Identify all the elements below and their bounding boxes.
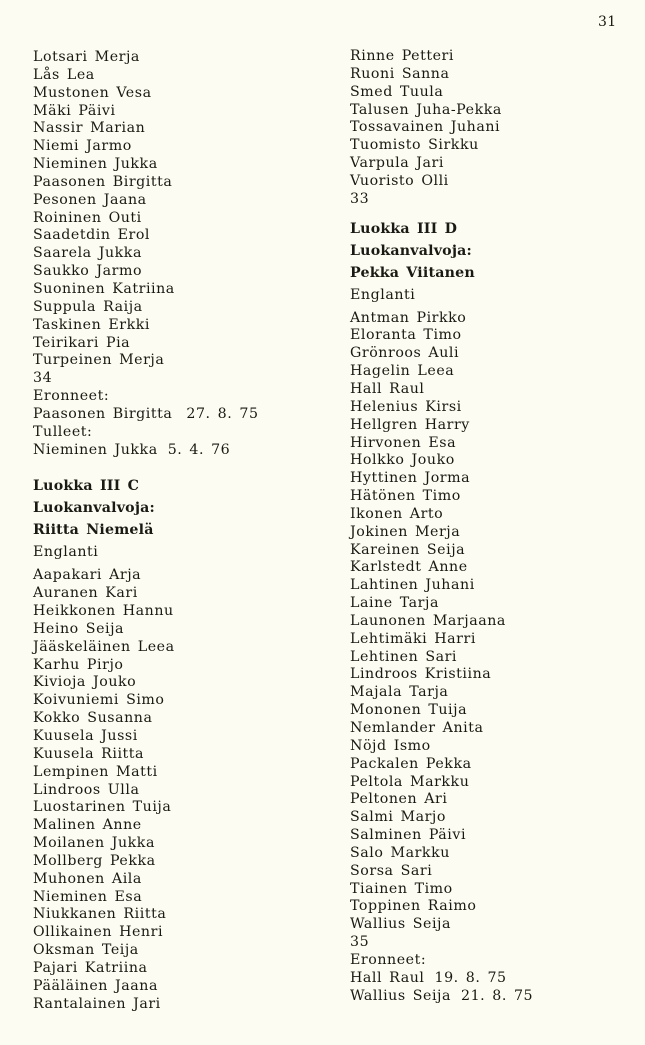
- student-name: Rinne Petteri: [350, 48, 454, 64]
- joined-label: Tulleet:: [33, 423, 93, 440]
- joined-name: Nieminen Jukka: [33, 441, 158, 458]
- joined-date: 5. 4. 76: [167, 441, 231, 458]
- student-name: Muhonen Aila: [33, 870, 142, 887]
- student-name: Ikonen Arto: [350, 505, 444, 522]
- supervisor-name: Pekka Viitanen: [350, 264, 475, 281]
- student-name: Lindroos Kristiina: [350, 666, 492, 683]
- student-name: Lindroos Ulla: [33, 781, 140, 798]
- student-name: Tuomisto Sirkku: [350, 137, 479, 154]
- student-name: Kuusela Riitta: [33, 745, 145, 762]
- student-name: Lehtinen Sari: [350, 648, 458, 665]
- student-name: Mollberg Pekka: [33, 852, 156, 869]
- class-list-continued: [350, 48, 533, 209]
- resigned-name: Wallius Seija: [350, 987, 452, 1004]
- resigned-name: Hall Raul: [350, 969, 425, 986]
- student-name: Karhu Pirjo: [33, 656, 124, 673]
- student-name: Nassir Marian: [33, 120, 146, 137]
- student-name: Teirikari Pia: [33, 334, 131, 351]
- class-list-continued: [33, 49, 259, 459]
- student-name: Paasonen Birgitta: [33, 173, 173, 190]
- student-name: Hyttinen Jorma: [350, 470, 471, 487]
- student-name: Rantalainen Jari: [33, 995, 161, 1012]
- right-column: [350, 48, 533, 1006]
- student-name: Malinen Anne: [33, 817, 142, 834]
- student-name: Heikkonen Hannu: [33, 603, 174, 620]
- student-name: Lotsari Merja: [33, 49, 140, 65]
- student-name: Varpula Jari: [350, 155, 444, 172]
- student-name: Ollikainen Henri: [33, 924, 164, 941]
- class-list-iii-c: [33, 567, 259, 1013]
- student-name: Saukko Jarmo: [33, 263, 143, 280]
- student-name: Smed Tuula: [350, 83, 444, 100]
- student-name: Koivuniemi Simo: [33, 692, 165, 709]
- student-name: Saadetdin Erol: [33, 227, 150, 244]
- student-name: Nemlander Anita: [350, 720, 484, 736]
- resigned-date: 21. 8. 75: [461, 987, 534, 1004]
- resigned-label: Eronneet:: [33, 388, 110, 405]
- student-name: Lås Lea: [33, 66, 95, 83]
- student-name: Toppinen Raimo: [350, 898, 477, 915]
- student-name: Vuoristo Olli: [350, 172, 449, 189]
- resigned-entry: [33, 406, 259, 424]
- student-name: Helenius Kirsi: [350, 398, 462, 415]
- joined-entry: [33, 442, 259, 460]
- class-heading-iii-c: [33, 475, 259, 563]
- student-name: Sorsa Sari: [350, 862, 433, 879]
- student-name: Luostarinen Tuija: [33, 799, 172, 816]
- student-name: Roininen Outi: [33, 209, 142, 226]
- supervisor-label: Luokanvalvoja:: [350, 242, 472, 259]
- student-name: Niukkanen Riitta: [33, 906, 167, 923]
- resigned-date: 27. 8. 75: [186, 405, 259, 422]
- student-name: Hellgren Harry: [350, 416, 470, 433]
- student-name: Lahtinen Juhani: [350, 577, 475, 594]
- student-name: Laine Tarja: [350, 595, 439, 612]
- student-name: Tiainen Timo: [350, 880, 453, 897]
- student-name: Pesonen Jaana: [33, 191, 147, 208]
- student-name: Jääskeläinen Leea: [33, 638, 175, 655]
- student-name: Peltonen Ari: [350, 791, 448, 808]
- supervisor-name: Riitta Niemelä: [33, 522, 154, 539]
- student-name: Heino Seija: [33, 620, 125, 637]
- resigned-label: Eronneet:: [350, 951, 427, 968]
- student-name: Kokko Susanna: [33, 710, 153, 727]
- resigned-name: Paasonen Birgitta: [33, 405, 173, 422]
- student-name: Aapakari Arja: [33, 567, 142, 584]
- student-name: Niemi Jarmo: [33, 138, 132, 155]
- page-number: 31: [598, 14, 617, 30]
- student-name: Kuusela Jussi: [33, 728, 138, 744]
- resigned-date: 19. 8. 75: [434, 969, 507, 986]
- student-name: Hagelin Leea: [350, 363, 455, 380]
- student-name: Majala Tarja: [350, 684, 449, 701]
- student-name: Saarela Jukka: [33, 245, 142, 262]
- student-name: Hall Raul: [350, 380, 425, 397]
- student-name: Mäki Päivi: [33, 102, 116, 119]
- student-name: Moilanen Jukka: [33, 835, 155, 852]
- student-name: Nöjd Ismo: [350, 737, 431, 754]
- student-name: Auranen Kari: [33, 585, 138, 602]
- student-name: Peltola Markku: [350, 773, 470, 790]
- student-name: Hätönen Timo: [350, 488, 461, 505]
- language-label: Englanti: [350, 286, 416, 303]
- student-name: Pajari Katriina: [33, 959, 148, 976]
- student-name: Holkko Jouko: [350, 452, 455, 469]
- supervisor-label: Luokanvalvoja:: [33, 500, 155, 517]
- left-column: [33, 49, 259, 1014]
- student-name: Taskinen Erkki: [33, 316, 150, 333]
- student-name: Nieminen Esa: [33, 888, 143, 905]
- language-label: Englanti: [33, 544, 99, 561]
- student-count: 35: [350, 934, 370, 951]
- class-title: Luokka III D: [350, 220, 458, 237]
- student-count: 33: [350, 190, 370, 207]
- student-name: Tossavainen Juhani: [350, 119, 501, 136]
- student-name: Lempinen Matti: [33, 763, 158, 780]
- resigned-entry: [350, 970, 533, 988]
- student-name: Eloranta Timo: [350, 327, 462, 344]
- student-name: Salminen Päivi: [350, 827, 467, 844]
- student-name: Karlstedt Anne: [350, 559, 468, 576]
- student-name: Turpeinen Merja: [33, 352, 165, 369]
- class-title: Luokka III C: [33, 478, 140, 495]
- student-name: Ruoni Sanna: [350, 65, 450, 82]
- student-name: Mustonen Vesa: [33, 84, 152, 101]
- class-list-iii-d: [350, 310, 533, 1006]
- student-name: Packalen Pekka: [350, 755, 472, 772]
- student-name: Hirvonen Esa: [350, 434, 457, 451]
- student-count: 34: [33, 370, 53, 387]
- student-name: Jokinen Merja: [350, 523, 461, 540]
- student-name: Kareinen Seija: [350, 541, 466, 558]
- student-name: Salmi Marjo: [350, 809, 446, 826]
- student-name: Suoninen Katriina: [33, 280, 175, 297]
- student-name: Mononen Tuija: [350, 702, 468, 719]
- student-name: Pääläinen Jaana: [33, 977, 158, 994]
- class-heading-iii-d: [350, 218, 533, 306]
- resigned-entry: [350, 988, 533, 1006]
- student-name: Grönroos Auli: [350, 345, 460, 362]
- student-name: Antman Pirkko: [350, 309, 467, 326]
- student-name: Lehtimäki Harri: [350, 630, 476, 647]
- student-name: Wallius Seija: [350, 916, 452, 933]
- student-name: Kivioja Jouko: [33, 674, 137, 691]
- student-name: Oksman Teija: [33, 942, 139, 959]
- student-name: Suppula Raija: [33, 298, 143, 315]
- student-name: Talusen Juha-Pekka: [350, 101, 502, 118]
- student-name: Nieminen Jukka: [33, 156, 158, 173]
- student-name: Salo Markku: [350, 844, 450, 861]
- student-name: Launonen Marjaana: [350, 612, 506, 629]
